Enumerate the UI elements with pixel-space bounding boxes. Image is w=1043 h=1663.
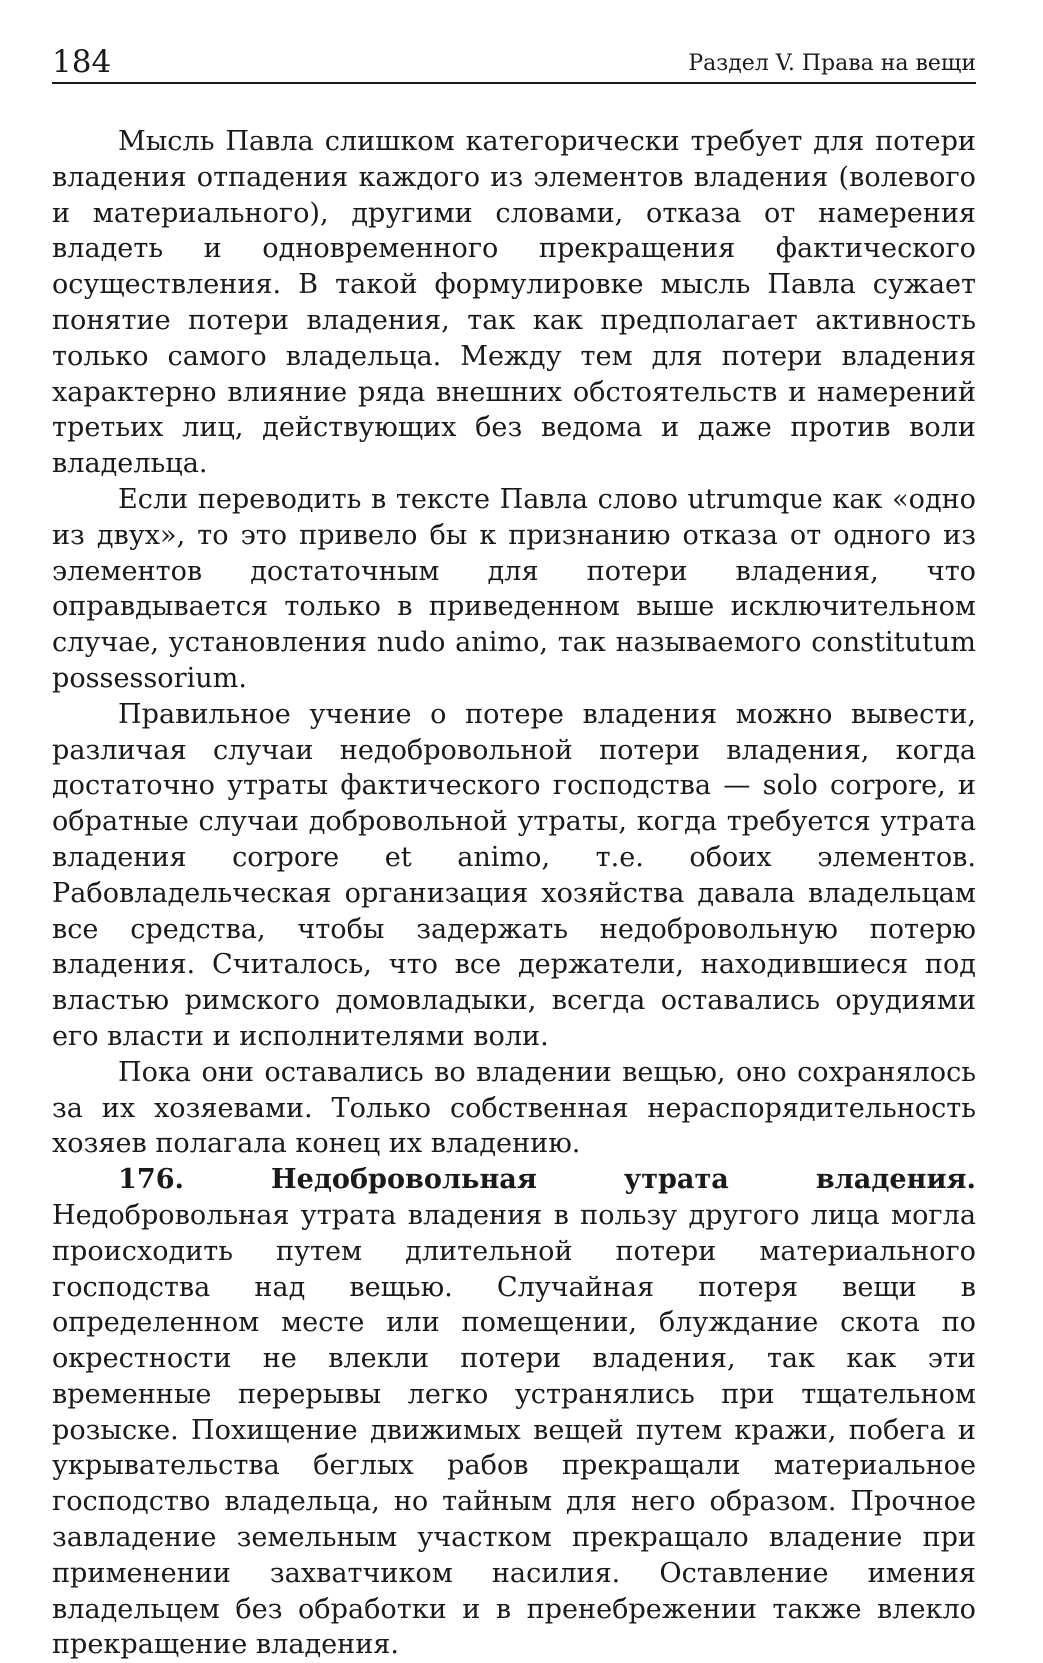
paragraph-text: Правильное учение о потере владения можно вывести, различая случаи недобровольной потери владения, когда достаточно утраты фактического господства — solo corpore, и обратные случаи добровольной утраты, когда требуется утрата владения corpore et animo, т.е. обоих элементов. Рабовладельческая организация хозяйства давала владельцам все средства, чтобы задержать недобровольную потерю владения. Считалось, что все держатели, находившиеся под властью римского домовладыки, всегда оставались орудиями его власти и исполнителями воли. (52, 698, 976, 1052)
section-heading: 176. Недобровольная утрата владения. (118, 1164, 976, 1196)
running-head: Раздел V. Права на вещи (688, 51, 976, 76)
paragraph-3 (52, 697, 976, 1055)
paragraph-2 (52, 482, 976, 697)
paragraph-5 (52, 1162, 976, 1663)
paragraph-text: Если переводить в тексте Павла слово utrumque как «одно из двух», то это привело бы к признанию отказа от одного из элементов достаточным для потери владения, что оправдывается только в приведенном выше исключительном случае, установления nudo animo, так называемого constitutum possessorium. (52, 483, 976, 694)
paragraph-text: Мысль Павла слишком категорически требует для потери владения отпадения каждого из элементов владения (волевого и материального), другими словами, отказа от намерения владеть и одновременного прекращения фактического осуществления. В такой формулировке мысль Павла сужает понятие потери владения, так как предполагает активность только самого владельца. Между тем для потери владения характерно влияние ряда внешних обстоятельств и намерений третьих лиц, действующих без ведома и даже против воли владельца. (52, 126, 976, 480)
paragraph-text: Пока они оставались во владении вещью, оно сохранялось за их хозяевами. Только собственная нераспорядительность хозяев полагала конец их владению. (52, 1056, 976, 1160)
page-number: 184 (52, 44, 112, 80)
page-header (52, 42, 976, 84)
paragraph-1 (52, 124, 976, 482)
paragraph-text: Недобровольная утрата владения в пользу другого лица могла происходить путем длительной потери материального господства над вещью. Случайная потеря вещи в определенном месте или помещении, блуждание скота по окрестности не влекли потери владения, так как эти временные перерывы легко устранялись при тщательном розыске. Похищение движимых вещей путем кражи, побега и укрывательства беглых рабов прекращали материальное господство владельца, но тайным для него образом. Прочное завладение земельным участком прекращало владение при применении захватчиком насилия. Оставление имения владельцем без обработки и в пренебрежении также влекло прекращение владения. (52, 1199, 976, 1661)
book-page (52, 42, 976, 1663)
body-text (52, 124, 976, 1663)
paragraph-4 (52, 1055, 976, 1162)
